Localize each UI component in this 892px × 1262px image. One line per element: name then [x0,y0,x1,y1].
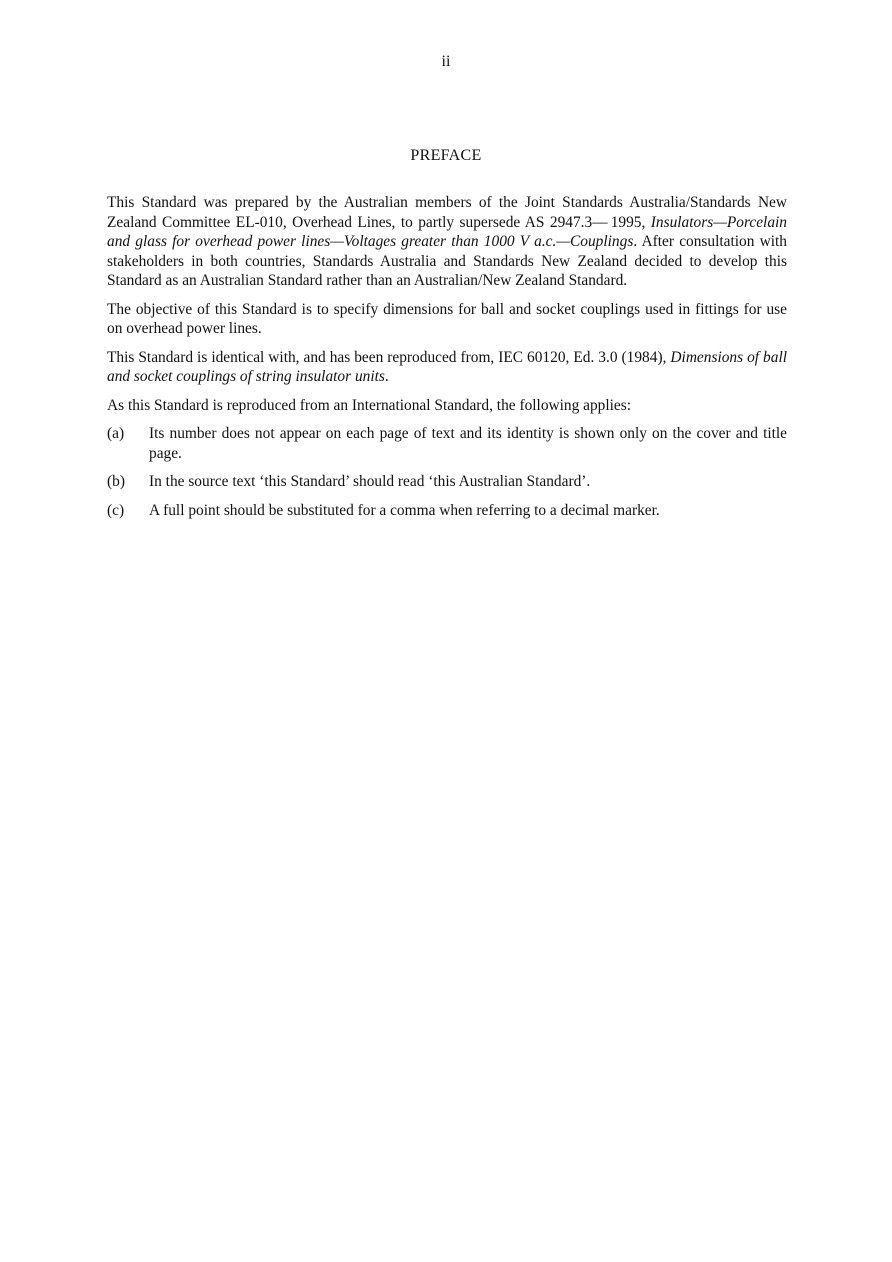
paragraph-committee [107,193,787,291]
list-item [107,424,787,463]
list-item-text: A full point should be substituted for a comma when referring to a decimal marker. [149,501,660,519]
paragraph-source [107,348,787,387]
list-item [107,501,787,521]
list-item-text: In the source text ‘this Standard’ should read ‘this Australian Standard’. [149,473,591,490]
list-item-marker: (c) [107,501,125,519]
paragraph-applies: As this Standard is reproduced from an International Standard, the following applies: [107,396,632,414]
paragraph-objective: The objective of this Standard is to specify dimensions for ball and socket couplings used in fittings for use on overhead power lines. [107,300,787,337]
preface-body [107,193,787,529]
paragraph-source-text-2: . [384,368,389,385]
list-item-text: Its number does not appear on each page of text and its identity is shown only on the cover and title page. [149,425,787,462]
paragraph-committee-text-2: . After consultation with stakeholders in both countries, Standards Australia and Standards New Zealand decided to develop this Standard as an Australian Standard rather than an Australian/New Zealand Standard. [107,233,787,289]
applies-list [107,424,787,520]
page-number: ii [441,53,451,70]
page-title: PREFACE [410,147,482,164]
iec-standard-title: Dimensions of ball and socket couplings of string insulator units [107,348,788,385]
paragraph-source-text-1: This Standard is identical with, and has been reproduced from, IEC 60120, Ed. 3.0 (1984), [107,348,671,366]
list-item-marker: (a) [107,425,125,442]
list-item [107,472,787,492]
superseded-standard-title: Insulators—Porcelain and glass for overhead power lines—Voltages greater than 1000 V a.c.—Couplings [107,213,787,250]
list-item-marker: (b) [107,473,125,490]
paragraph-committee-text-1: This Standard was prepared by the Australian members of the Joint Standards Australia/Standards New Zealand Committee EL-010, Overhead Lines, to partly supersede AS 2947.3— 1995, [107,194,787,231]
